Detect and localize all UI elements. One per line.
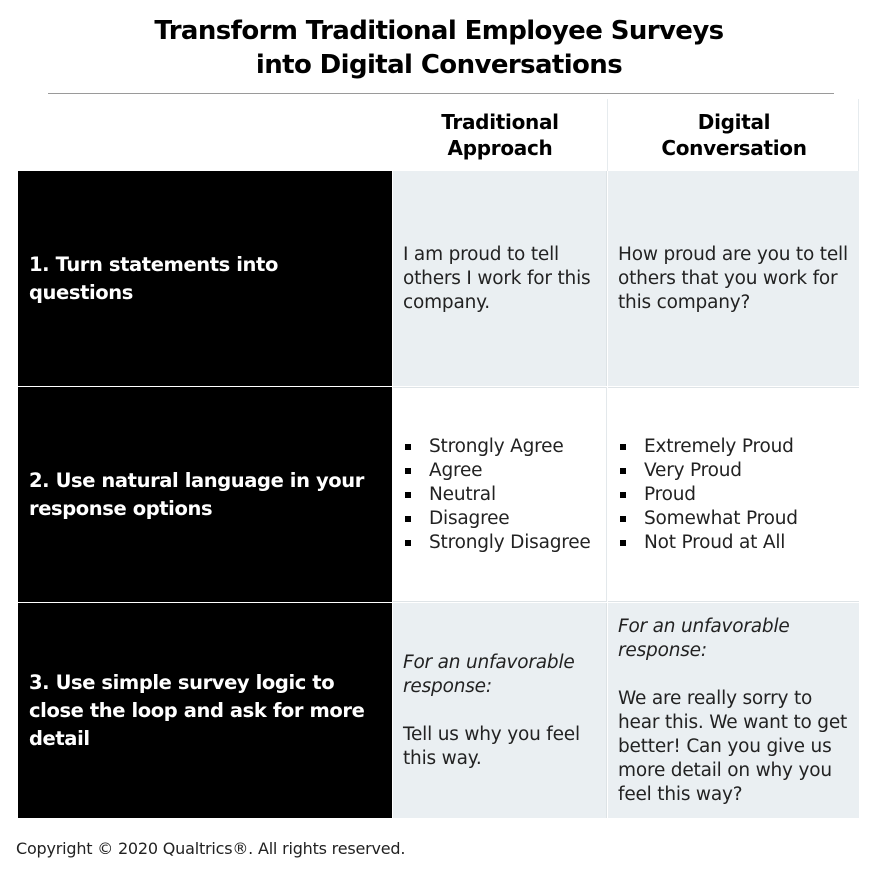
list-item: Strongly Disagree xyxy=(403,531,591,555)
row-3-traditional-content xyxy=(403,651,598,771)
row-3-digital-cell xyxy=(608,603,859,818)
column-header-digital-line-2: Conversation xyxy=(661,136,807,160)
list-item: Neutral xyxy=(403,483,591,507)
list-item: Very Proud xyxy=(618,459,798,483)
page-title-line-1: Transform Traditional Employee Surveys xyxy=(154,16,724,46)
list-item: Proud xyxy=(618,483,798,507)
row-3-label: 3. Use simple survey logic to close the loop and ask for more detail xyxy=(18,603,392,818)
list-item: Not Proud at All xyxy=(618,531,798,555)
row-3-traditional-intro: For an unfavorable response: xyxy=(403,651,575,697)
paragraph-gap xyxy=(618,663,851,687)
row-3-digital-body: We are really sorry to hear this. We want to get better! Can you give us more detail on why you feel this way? xyxy=(618,687,848,805)
row-3-digital-intro: For an unfavorable response: xyxy=(618,615,790,661)
row-1-label: 1. Turn statements into questions xyxy=(18,171,392,386)
column-header-traditional-line-2: Approach xyxy=(447,136,553,160)
row-1-traditional-text: I am proud to tell others I work for this company. xyxy=(403,243,591,313)
row-2-traditional-cell xyxy=(393,387,607,602)
list-item: Disagree xyxy=(403,507,591,531)
column-header-divider xyxy=(607,99,608,171)
list-item: Extremely Proud xyxy=(618,435,798,459)
copyright-notice: Copyright © 2020 Qualtrics®. All rights reserved. xyxy=(16,839,406,858)
list-item: Strongly Agree xyxy=(403,435,591,459)
paragraph-gap xyxy=(403,699,598,723)
row-1-traditional-cell xyxy=(393,171,607,386)
row-3-traditional-body: Tell us why you feel this way. xyxy=(403,723,580,769)
row-2-traditional-list xyxy=(403,435,591,555)
column-header-digital-line-1: Digital xyxy=(697,110,771,134)
table-row-1 xyxy=(18,171,859,386)
table-row-2 xyxy=(18,387,859,602)
list-item: Agree xyxy=(403,459,591,483)
column-header-right-border xyxy=(858,99,859,171)
column-header-traditional-line-1: Traditional xyxy=(441,110,559,134)
row-3-traditional-cell xyxy=(393,603,607,818)
column-header-digital xyxy=(609,99,859,171)
title-divider xyxy=(48,93,834,94)
column-header-traditional xyxy=(393,99,607,171)
row-1-digital-text: How proud are you to tell others that you work for this company? xyxy=(618,243,848,313)
page-title xyxy=(0,14,878,82)
row-2-digital-cell xyxy=(608,387,859,602)
row-2-digital-list xyxy=(618,435,798,555)
row-2-label: 2. Use natural language in your response options xyxy=(18,387,392,602)
list-item: Somewhat Proud xyxy=(618,507,798,531)
table-row-3 xyxy=(18,603,859,818)
page-title-line-2: into Digital Conversations xyxy=(255,50,623,80)
row-1-digital-cell xyxy=(608,171,859,386)
row-3-digital-content xyxy=(618,615,851,807)
